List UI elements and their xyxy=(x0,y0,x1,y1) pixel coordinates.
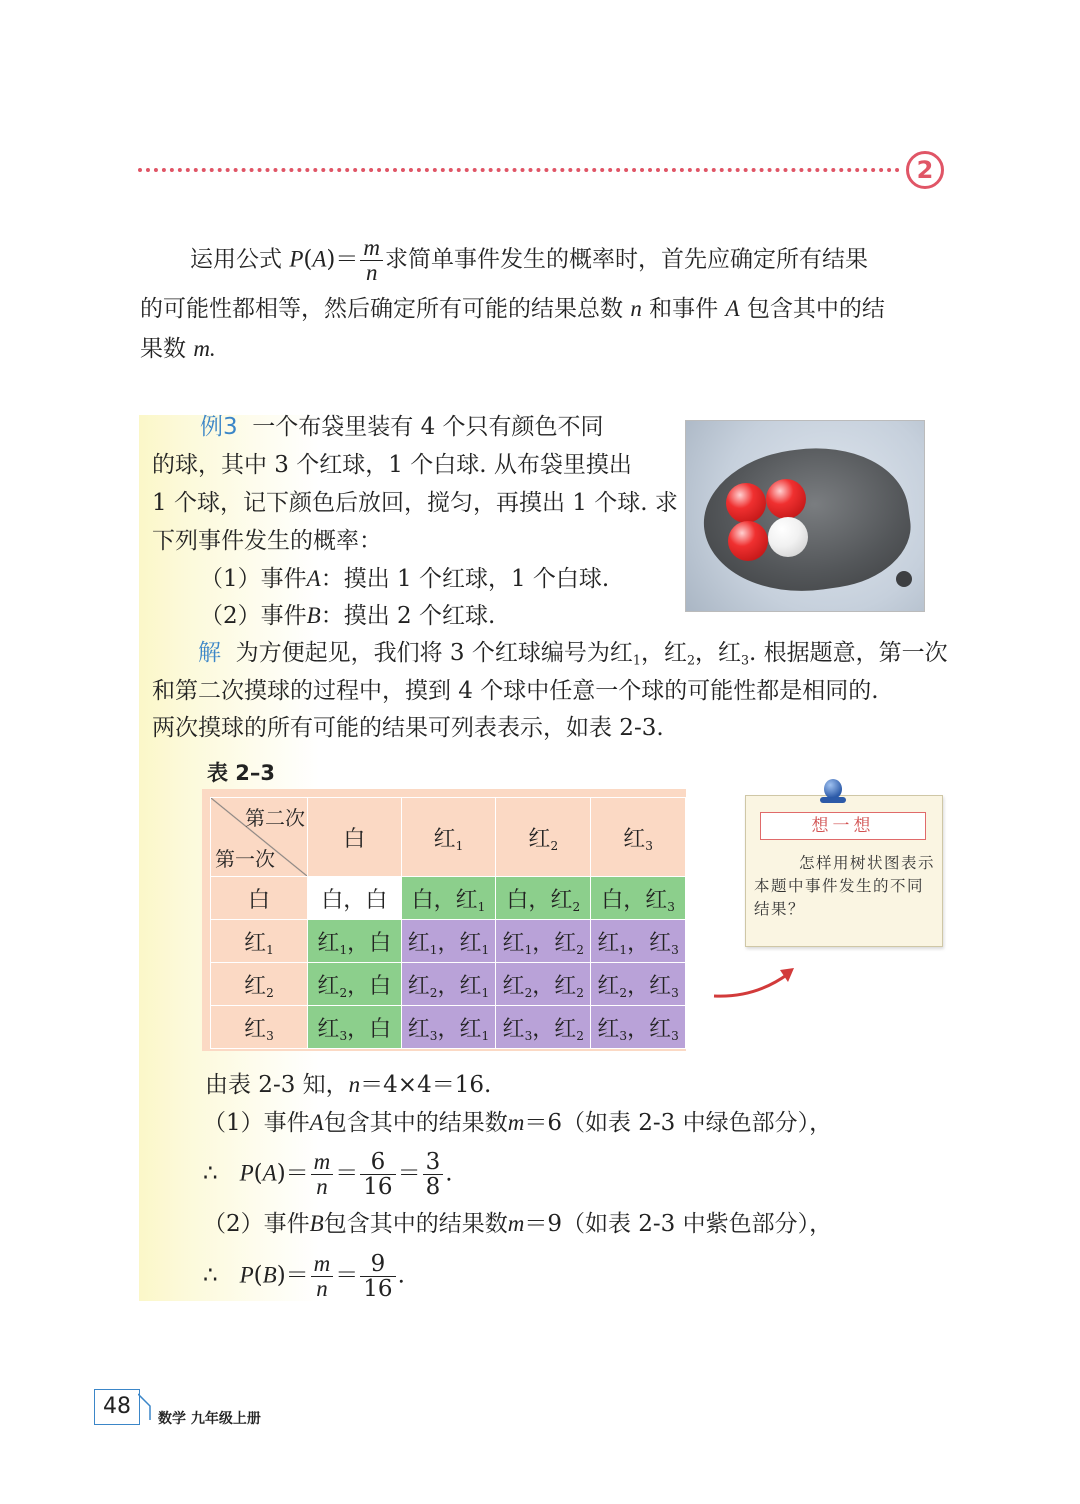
outcome-sep: ， xyxy=(627,973,650,999)
outcome-sep: ， xyxy=(532,973,555,999)
example-line-2: 的球，其中 3 个红球，1 个白球. 从布袋里摸出 xyxy=(152,452,632,478)
question-text: ：摸出 1 个红球，1 个白球. xyxy=(320,566,610,592)
outcome-sep: ， xyxy=(433,887,456,913)
outcome-sep: ， xyxy=(532,930,555,956)
subscript: 2 xyxy=(266,985,274,1000)
row-header-text: 红 xyxy=(244,1016,267,1042)
think-note-text: 怎样用树状图表示本题中事件发生的不同结果？ xyxy=(754,854,936,918)
formula-m: m xyxy=(360,236,383,261)
outcome-second: 白 xyxy=(369,1016,392,1042)
row-header xyxy=(211,963,308,1006)
bag-tie xyxy=(896,571,912,587)
outcome-second: 红 xyxy=(649,1016,672,1042)
subscript: 3 xyxy=(645,838,653,853)
example-line-1 xyxy=(200,408,604,446)
subscript: 2 xyxy=(686,652,695,668)
table-row xyxy=(211,963,686,1006)
formula-pb: ∴ P(B)＝ $\frac{m}{n}$ ＝ $\frac{9}{16}$ . xyxy=(203,1251,405,1303)
fraction-m-n xyxy=(311,1252,334,1301)
var-n: n xyxy=(630,296,642,321)
numerator: 6 xyxy=(360,1150,395,1175)
outcome-sep: ， xyxy=(437,1016,460,1042)
subscript: 1 xyxy=(524,942,533,957)
question-2 xyxy=(200,597,495,635)
page-number: 48 xyxy=(94,1389,140,1425)
formula-a: A xyxy=(312,246,327,272)
var-a: A xyxy=(309,1110,324,1135)
outcome-second: 白 xyxy=(369,930,392,956)
outcome-first: 红 xyxy=(597,973,620,999)
var-b: B xyxy=(262,1262,277,1288)
denominator: 8 xyxy=(425,1174,441,1201)
white-ball xyxy=(768,517,808,557)
subscript: 2 xyxy=(576,942,584,957)
subscript: 3 xyxy=(339,1028,348,1043)
subscript: 2 xyxy=(619,985,628,1000)
solution-text: . 根据题意，第一次 xyxy=(749,640,948,666)
outcome-sep: ， xyxy=(343,887,366,913)
subscript: 2 xyxy=(572,899,581,914)
formula-p: P xyxy=(239,1262,254,1288)
outcome-cell xyxy=(308,963,402,1006)
subscript: 1 xyxy=(481,985,490,1000)
result-text: ＝9（如表 2-3 中紫色部分）， xyxy=(524,1211,833,1237)
outcome-sep: ， xyxy=(627,930,650,956)
outcome-sep: ， xyxy=(347,973,370,999)
result-text: （2）事件 xyxy=(203,1211,310,1237)
result-text: 包含其中的结果数 xyxy=(323,1211,508,1237)
outcome-sep: ， xyxy=(437,930,460,956)
outcome-cell xyxy=(591,963,686,1006)
think-note-body xyxy=(754,852,936,921)
think-note-title: 想一想 xyxy=(760,812,926,840)
outcome-second: 红 xyxy=(459,930,482,956)
example-text: 一个布袋里装有 4 个只有颜色不同 xyxy=(252,414,604,440)
subscript: 1 xyxy=(455,838,464,853)
subscript: 2 xyxy=(429,985,438,1000)
subscript: 2 xyxy=(576,985,584,1000)
denominator: n xyxy=(316,1276,328,1302)
table-caption: 表 2–3 xyxy=(207,761,276,785)
result-text: ＝6（如表 2-3 中绿色部分）， xyxy=(524,1110,833,1136)
col-header xyxy=(591,798,686,877)
subscript: 3 xyxy=(740,652,750,668)
fraction-6-16 xyxy=(360,1150,395,1199)
var-m: m xyxy=(507,1211,525,1236)
outcome-second: 红 xyxy=(554,930,577,956)
intro-text: 运用公式 xyxy=(190,246,282,273)
outcome-cell xyxy=(308,1006,402,1049)
outcome-cell xyxy=(496,920,591,963)
subscript: 1 xyxy=(481,942,490,957)
outcome-first: 白 xyxy=(411,887,434,913)
outcome-cell xyxy=(401,877,496,920)
outcome-second: 白 xyxy=(369,973,392,999)
subscript: 2 xyxy=(550,838,559,853)
red-ball xyxy=(766,479,806,519)
pushpin-icon xyxy=(824,779,842,799)
outcome-cell xyxy=(591,1006,686,1049)
outcome-cell xyxy=(308,877,402,920)
numerator: m xyxy=(311,1252,334,1277)
subscript: 2 xyxy=(339,985,348,1000)
outcome-first: 红 xyxy=(407,973,430,999)
col-header xyxy=(496,798,591,877)
col-header xyxy=(308,798,402,877)
outcome-first: 红 xyxy=(502,973,525,999)
example-label: 例3 xyxy=(200,414,238,440)
outcome-table xyxy=(210,797,686,1049)
red-ball xyxy=(728,521,768,561)
formula-pa: ∴ P(A)＝ $\frac{m}{n}$ ＝ $\frac{6}{16}$ ＝ $\frac{3}{8}$ . xyxy=(203,1149,453,1201)
result-text: （1）事件 xyxy=(203,1110,310,1136)
curved-arrow-icon xyxy=(710,960,800,1005)
outcome-first: 红 xyxy=(502,930,525,956)
row-header xyxy=(211,920,308,963)
question-text: （1）事件 xyxy=(200,566,307,592)
question-text: （2）事件 xyxy=(200,603,307,629)
subscript: 3 xyxy=(671,1028,679,1043)
var-a: A xyxy=(306,566,321,591)
outcome-second: 红 xyxy=(455,887,478,913)
outcome-second: 红 xyxy=(649,930,672,956)
bag-photo xyxy=(685,420,925,612)
col-header-text: 红 xyxy=(433,826,456,852)
outcome-second: 红 xyxy=(459,973,482,999)
denominator: 16 xyxy=(363,1276,393,1303)
outcome-cell xyxy=(591,920,686,963)
corner-label-second: 第二次 xyxy=(245,806,305,830)
outcome-second: 红 xyxy=(554,1016,577,1042)
therefore-symbol: ∴ xyxy=(203,1160,218,1187)
intro-text: 的可能性都相等，然后确定所有可能的结果总数 xyxy=(140,296,623,322)
row-header-text: 红 xyxy=(244,930,267,956)
subscript: 3 xyxy=(671,985,679,1000)
intro-text: 和事件 xyxy=(649,296,719,322)
row-header xyxy=(211,877,308,920)
var-a: A xyxy=(725,296,740,321)
solution-text: ，红 xyxy=(694,640,741,666)
var-b: B xyxy=(309,1211,324,1236)
outcome-first: 红 xyxy=(597,1016,620,1042)
outcome-sep: ， xyxy=(347,930,370,956)
intro-line-1: 运用公式 P(A)＝ $\frac{m}{n}$ 求简单事件发生的概率时，首先应确定所有结果 xyxy=(190,235,869,286)
table-row xyxy=(211,1006,686,1049)
outcome-first: 白 xyxy=(321,887,344,913)
outcome-second: 红 xyxy=(550,887,573,913)
question-text: ：摸出 2 个红球. xyxy=(320,603,496,629)
therefore-symbol: ∴ xyxy=(203,1262,218,1289)
corner-diagonal xyxy=(211,798,307,876)
subscript: 1 xyxy=(477,899,486,914)
dotted-header-rule xyxy=(138,168,900,172)
think-note xyxy=(745,795,943,947)
numerator: m xyxy=(311,1150,334,1175)
book-title: 数学 九年级上册 xyxy=(158,1411,261,1427)
formula-p: P xyxy=(239,1160,254,1186)
col-header xyxy=(401,798,496,877)
row-header xyxy=(211,1006,308,1049)
red-ball xyxy=(726,483,766,523)
outcome-cell xyxy=(591,877,686,920)
solution-line-2: 和第二次摸球的过程中，摸到 4 个球中任意一个球的可能性都是相同的. xyxy=(152,678,879,704)
corner-label-first: 第一次 xyxy=(215,847,275,871)
outcome-cell xyxy=(496,963,591,1006)
table-corner xyxy=(211,798,308,877)
table-row xyxy=(211,877,686,920)
outcome-sep: ， xyxy=(528,887,551,913)
outcome-sep: ， xyxy=(437,973,460,999)
outcome-cell xyxy=(496,877,591,920)
subscript: 3 xyxy=(524,1028,533,1043)
var-b: B xyxy=(306,603,321,628)
outcome-cell xyxy=(401,920,496,963)
outcome-table-box xyxy=(202,789,686,1051)
table-row xyxy=(211,920,686,963)
outcome-second: 红 xyxy=(554,973,577,999)
subscript: 1 xyxy=(429,942,438,957)
outcome-first: 红 xyxy=(502,1016,525,1042)
page-tab-corner xyxy=(138,1392,160,1422)
outcome-sep: ， xyxy=(532,1016,555,1042)
col-header-text: 红 xyxy=(623,826,646,852)
numerator: 9 xyxy=(360,1252,395,1277)
outcome-sep: ， xyxy=(623,887,646,913)
intro-text: 包含其中的结 xyxy=(746,296,885,322)
subscript: 1 xyxy=(619,942,628,957)
outcome-second: 红 xyxy=(459,1016,482,1042)
outcome-sep: ， xyxy=(627,1016,650,1042)
outcome-second: 红 xyxy=(649,973,672,999)
subscript: 3 xyxy=(671,942,679,957)
var-m: m xyxy=(507,1110,525,1135)
subscript: 1 xyxy=(632,652,641,668)
outcome-first: 白 xyxy=(601,887,624,913)
outcome-second: 红 xyxy=(645,887,668,913)
formula-n: n xyxy=(365,260,378,286)
example-line-4: 下列事件发生的概率： xyxy=(152,528,382,554)
result-line-2 xyxy=(203,1104,832,1142)
row-header-text: 红 xyxy=(244,973,267,999)
subscript: 3 xyxy=(619,1028,628,1043)
solution-text: 为方便起见，我们将 3 个红球编号为红 xyxy=(235,640,633,666)
outcome-first: 红 xyxy=(317,1016,340,1042)
subscript: 3 xyxy=(266,1028,274,1043)
solution-text: ，红 xyxy=(640,640,687,666)
pushpin-base xyxy=(820,797,846,803)
solution-label: 解 xyxy=(198,640,221,666)
outcome-first: 红 xyxy=(317,930,340,956)
outcome-cell xyxy=(401,1006,496,1049)
var-a: A xyxy=(262,1160,277,1186)
subscript: 2 xyxy=(524,985,533,1000)
example-line-3: 1 个球，记下颜色后放回，搅匀，再摸出 1 个球. 求 xyxy=(152,490,678,516)
outcome-first: 红 xyxy=(597,930,620,956)
var-n: n xyxy=(348,1072,361,1097)
fraction-m-n xyxy=(311,1150,334,1199)
subscript: 3 xyxy=(429,1028,438,1043)
col-header-text: 红 xyxy=(528,826,551,852)
solution-line-3: 两次摸球的所有可能的结果可列表表示，如表 2-3. xyxy=(152,715,664,741)
fraction-9-16 xyxy=(360,1252,395,1301)
cloth-bag xyxy=(695,435,918,604)
subscript: 2 xyxy=(576,1028,584,1043)
result-line-3 xyxy=(203,1205,832,1243)
subscript: 1 xyxy=(481,1028,490,1043)
outcome-first: 红 xyxy=(407,1016,430,1042)
outcome-second: 白 xyxy=(365,887,388,913)
result-line-1 xyxy=(205,1066,491,1104)
outcome-first: 红 xyxy=(317,973,340,999)
var-m: m. xyxy=(193,336,216,361)
table-header-row xyxy=(211,798,686,877)
formula-p: P xyxy=(289,246,304,272)
subscript: 3 xyxy=(667,899,675,914)
intro-line-2 xyxy=(140,290,885,328)
col-header-text: 白 xyxy=(343,826,366,852)
outcome-first: 红 xyxy=(407,930,430,956)
intro-text: 果数 xyxy=(140,336,186,362)
outcome-first: 白 xyxy=(506,887,529,913)
numerator: 3 xyxy=(423,1150,444,1175)
outcome-sep: ， xyxy=(347,1016,370,1042)
result-text: 由表 2-3 知， xyxy=(205,1072,349,1098)
denominator: 16 xyxy=(363,1174,393,1201)
outcome-cell xyxy=(308,920,402,963)
formula-fraction xyxy=(360,236,383,285)
result-text: 包含其中的结果数 xyxy=(323,1110,508,1136)
intro-text: 求简单事件发生的概率时，首先应确定所有结果 xyxy=(385,246,869,273)
result-text: ＝4×4＝16. xyxy=(360,1072,492,1098)
solution-line-1 xyxy=(198,634,948,672)
outcome-cell xyxy=(496,1006,591,1049)
subscript: 1 xyxy=(339,942,348,957)
outcome-cell xyxy=(401,963,496,1006)
fraction-3-8 xyxy=(423,1150,444,1199)
intro-line-3 xyxy=(140,330,216,368)
denominator: n xyxy=(316,1174,328,1200)
table-body xyxy=(211,877,686,1049)
row-header-text: 白 xyxy=(247,887,270,913)
question-1 xyxy=(200,560,609,598)
subscript: 1 xyxy=(266,942,274,957)
chapter-badge: 2 xyxy=(906,151,944,189)
